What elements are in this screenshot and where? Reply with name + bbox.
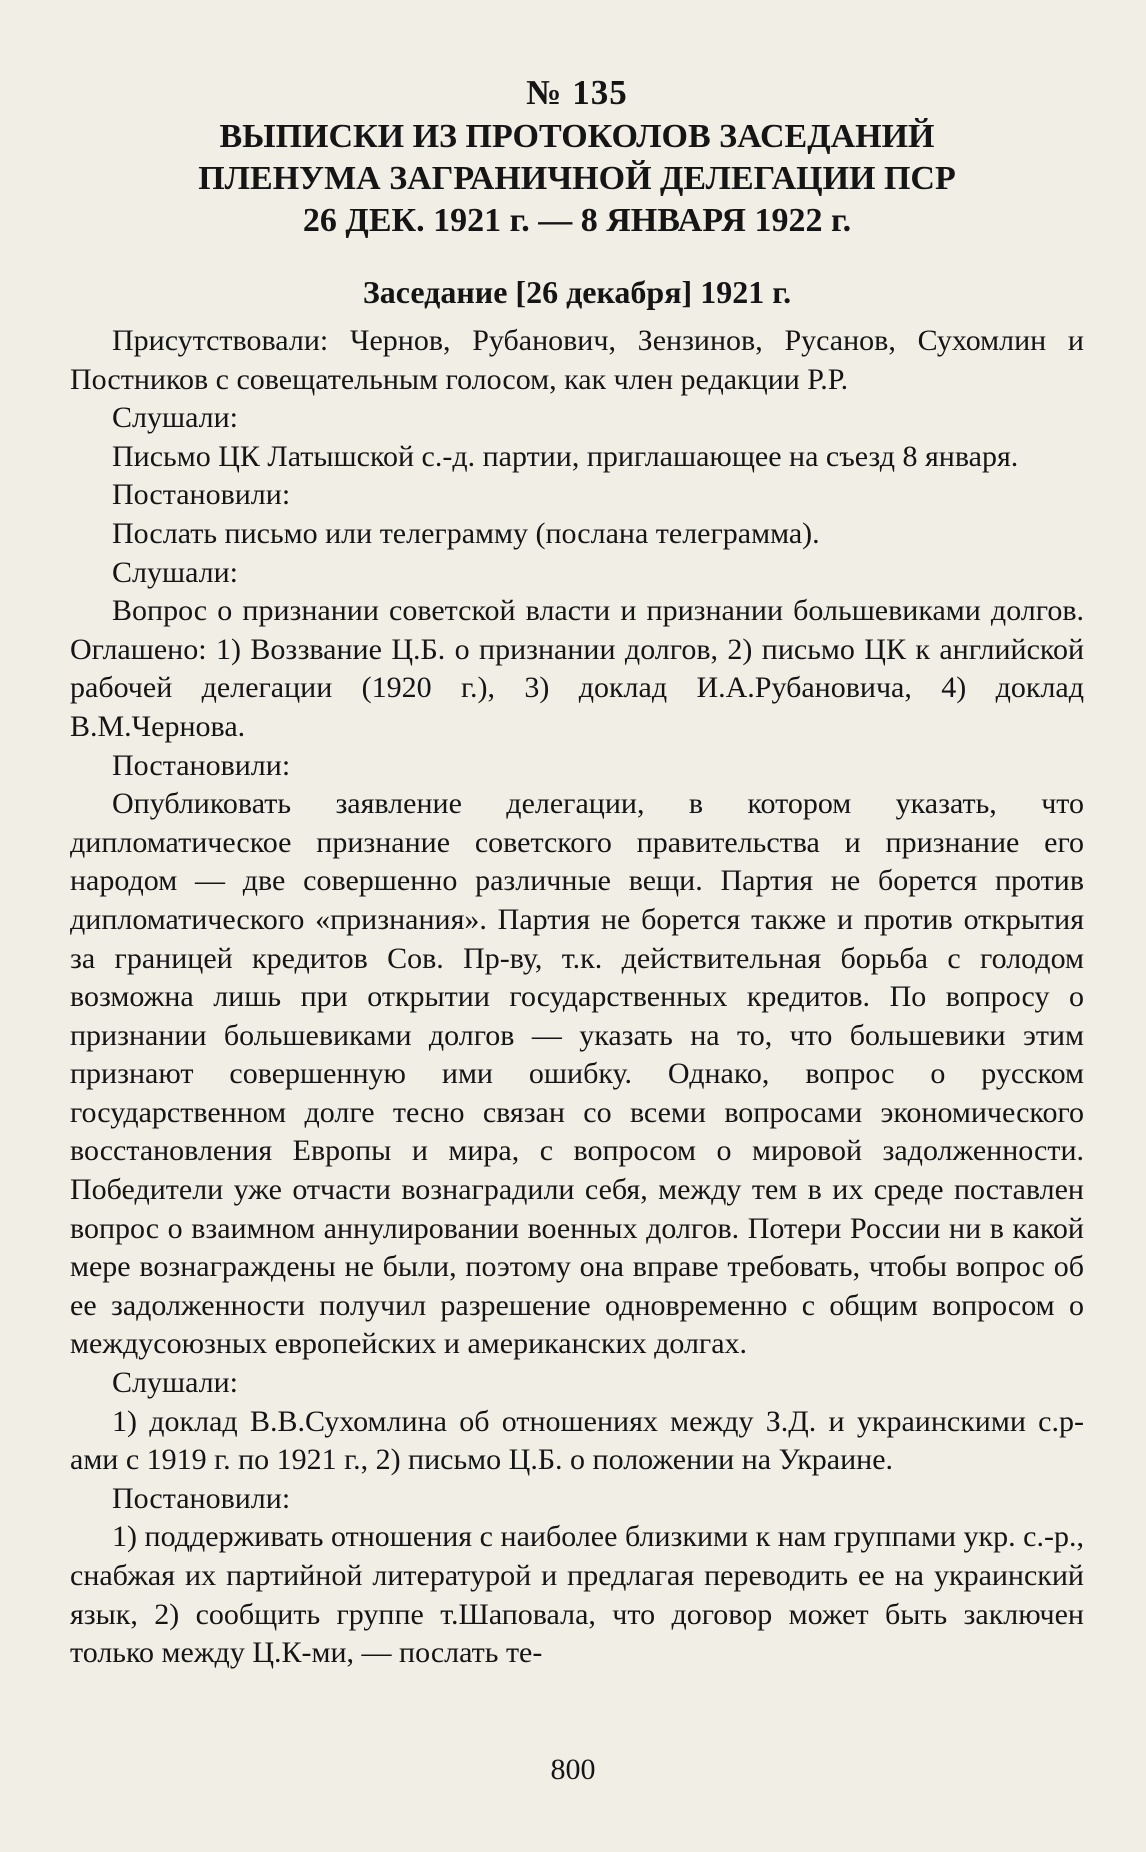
- protocol-body: [70, 322, 1084, 1673]
- resolved-text-1: Послать письмо или телеграмму (послана телеграмма).: [112, 516, 820, 550]
- session-title: Заседание [26 декабря] 1921 г.: [362, 274, 792, 310]
- attendees-paragraph: Присутствовали: Чернов, Рубанович, Зензинов, Русанов, Сухомлин и Постников с совещательным голосом, как член редакции Р.Р.: [70, 324, 1084, 396]
- resolved-text-3: 1) поддерживать отношения с наиболее близкими к нам группами укр. с.-р., снабжая их партийной литературой и предлагая переводить ее на украинский язык, 2) сообщить группе т.Шаповала, что договор может быть заключен только между Ц.К-ми, — послать те-: [70, 1520, 1084, 1670]
- document-title-line-2: ПЛЕНУМА ЗАГРАНИЧНОЙ ДЕЛЕГАЦИИ ПСР: [198, 160, 956, 197]
- resolved-label-1: Постановили:: [112, 478, 291, 512]
- page-number: 800: [550, 1753, 596, 1786]
- document-title-line-1: ВЫПИСКИ ИЗ ПРОТОКОЛОВ ЗАСЕДАНИЙ: [219, 118, 935, 155]
- resolved-label-3: Постановили:: [112, 1481, 291, 1515]
- heard-label-1: Слушали:: [112, 401, 239, 435]
- document-header: [70, 72, 1084, 242]
- heard-label-2: Слушали:: [112, 555, 239, 589]
- heard-text-3: 1) доклад В.В.Сухомлина об отношениях между З.Д. и украинскими с.р-ами с 1919 г. по 1921 г., 2) письмо Ц.Б. о положении на Украине.: [70, 1404, 1084, 1477]
- heard-label-3: Слушали:: [112, 1366, 239, 1400]
- document-number: № 135: [526, 73, 628, 112]
- document-date-range: 26 ДЕК. 1921 г. — 8 ЯНВАРЯ 1922 г.: [302, 202, 852, 239]
- resolved-label-2: Постановили:: [112, 748, 291, 782]
- heard-text-1: Письмо ЦК Латышской с.-д. партии, приглашающее на съезд 8 января.: [112, 439, 1019, 473]
- document-dates: [70, 200, 1084, 242]
- resolved-text-2: Опубликовать заявление делегации, в котором указать, что дипломатическое признание советского правительства и признание его народом — две совершенно различные вещи. Партия не борется против дипломатического «признания». Партия не борется также и против открытия за границей кредитов Сов. Пр-ву, т.к. действительная борьба с голодом возможна лишь при открытии государственных кредитов. По вопросу о признании большевиками долгов — указать на то, что большевики этим признают совершенную ими ошибку. Однако, вопрос о русском государственном долге тесно связан со всеми вопросами экономического восстановления Европы и мира, с вопросом о мировой задолженности. Победители уже отчасти вознаградили себя, между тем в их среде поставлен вопрос о взаимном аннулировании военных долгов. Потери России ни в какой мере вознаграждены не были, поэтому она вправе требовать, чтобы вопрос об ее задолженности получил разрешение одновременно с общим вопросом о междусоюзных европейских и американских долгах.: [70, 787, 1084, 1361]
- heard-text-2: Вопрос о признании советской власти и признании большевиками долгов. Оглашено: 1) Воззвание Ц.Б. о признании долгов, 2) письмо ЦК к английской рабочей делегации (1920 г.), 3) доклад И.А.Рубановича, 4) доклад В.М.Чернова.: [70, 594, 1084, 743]
- document-title: [70, 116, 1084, 200]
